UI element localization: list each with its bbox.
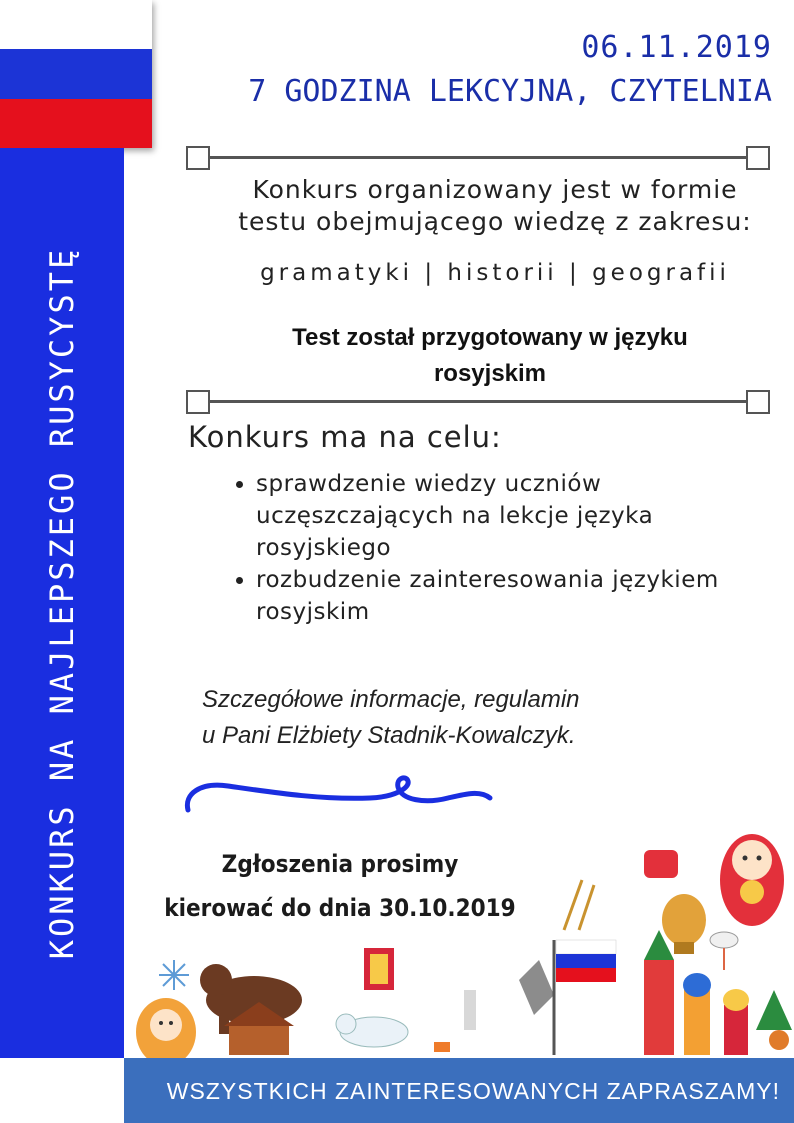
divider-line bbox=[208, 400, 748, 403]
divider-middle bbox=[186, 390, 770, 414]
goals-list bbox=[232, 468, 776, 628]
list-item: • rozbudzenie zainteresowania językiem rosyjskim bbox=[256, 564, 776, 628]
kremlin-icon bbox=[644, 930, 749, 1055]
event-date: 06.11.2019 bbox=[581, 30, 772, 65]
squirrel-icon bbox=[769, 1030, 789, 1050]
divider-square-right bbox=[746, 390, 770, 414]
flag-red-stripe bbox=[0, 99, 152, 148]
event-time-place: 7 GODZINA LEKCYJNA, CZYTELNIA bbox=[248, 74, 772, 109]
flag-blue-stripe bbox=[0, 49, 152, 98]
flag-white-stripe bbox=[0, 0, 152, 49]
side-title: KONKURS NA NAJLEPSZEGO RUSYCYSTĘ bbox=[43, 246, 81, 960]
matryoshka-icon bbox=[136, 998, 196, 1058]
application-note bbox=[150, 842, 530, 930]
info-line-2: u Pani Elżbiety Stadnik-Kowalczyk. bbox=[202, 722, 576, 749]
info-text bbox=[202, 682, 580, 754]
wolf-icon bbox=[519, 960, 554, 1015]
footer-text: WSZYSTKICH ZAINTERESOWANYCH ZAPRASZAMY! bbox=[166, 1078, 780, 1104]
application-line-1: Zgłoszenia prosimy bbox=[221, 850, 459, 878]
topics: gramatyki | historii | geografii bbox=[260, 260, 730, 286]
decorative-swirl bbox=[180, 772, 495, 822]
matryoshka-icon bbox=[720, 834, 784, 926]
hat-icon bbox=[644, 850, 678, 878]
list-item: • sprawdzenie wiedzy uczniów uczęszczających na lekcje języka rosyjskiego bbox=[256, 468, 776, 564]
tree-icon bbox=[756, 990, 792, 1030]
intro-line-1: Konkurs organizowany jest w formie bbox=[252, 175, 738, 204]
footer-bar bbox=[124, 1058, 794, 1123]
application-line-2: kierować do dnia 30.10.2019 bbox=[164, 894, 516, 922]
wheat-icon bbox=[564, 880, 594, 930]
language-note-line-1: Test został przygotowany w języku bbox=[292, 324, 688, 351]
divider-square-right bbox=[746, 146, 770, 170]
polar-bear-icon bbox=[336, 1014, 408, 1047]
divider-square-left bbox=[186, 146, 210, 170]
divider-line bbox=[208, 156, 748, 159]
accordion-icon bbox=[364, 948, 394, 990]
flag-icon bbox=[554, 940, 616, 1055]
snowflake-icon bbox=[159, 960, 189, 990]
goals-heading: Konkurs ma na celu: bbox=[188, 420, 502, 454]
divider-square-left bbox=[186, 390, 210, 414]
language-note-line-2: rosyjskim bbox=[433, 360, 547, 387]
samovar-icon bbox=[662, 894, 706, 954]
intro-text bbox=[200, 174, 790, 238]
info-line-1: Szczegółowe informacje, regulamin bbox=[202, 686, 580, 713]
russian-flag bbox=[0, 0, 152, 148]
divider-top bbox=[186, 146, 770, 170]
language-note bbox=[230, 320, 750, 392]
intro-line-2: testu obejmującego wiedzę z zakresu: bbox=[238, 207, 752, 236]
stork-icon bbox=[710, 932, 738, 970]
